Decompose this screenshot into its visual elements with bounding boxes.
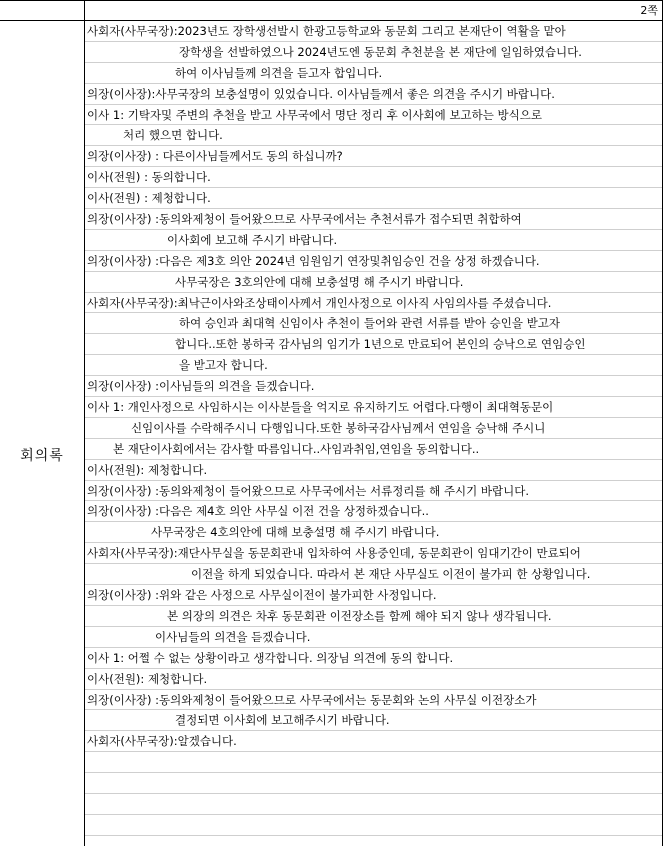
minutes-line-text: 의장(이사장) :위와 같은 사정으로 사무실이전이 불가피한 사정입니다.	[87, 588, 437, 603]
minutes-line-text: 신임이사를 수락해주시니 다행입니다.또한 봉하국감사님께서 연임을 승낙해 주시니	[131, 420, 546, 435]
minutes-line-text: 합니다..또한 봉하국 감사님의 임기가 1년으로 만료되어 본인의 승낙으로 연임승인	[175, 337, 586, 352]
minutes-line-text: 본 의장의 의견은 차후 동문회관 이전장소를 함께 해야 되지 않나 생각됩니다.	[167, 608, 552, 623]
minutes-line-text: 의장(이사장) :동의와제청이 들어왔으므로 사무국에서는 동문회와 논의 사무실 이전장소가	[87, 692, 537, 707]
minutes-line-text: 사무국장은 4호의안에 대해 보충설명 해 주시기 바랍니다.	[151, 525, 440, 540]
minutes-line	[85, 522, 662, 543]
minutes-line-text: 의장(이사장):사무국장의 보충설명이 있었습니다. 이사님들께서 좋은 의견을 주시기 바랍니다.	[87, 86, 555, 101]
minutes-line-text: 의장(이사장) :다음은 제4호 의안 사무실 이전 건을 상정하겠습니다..	[87, 504, 429, 519]
minutes-line-text: 이사회에 보고해 주시기 바랍니다.	[167, 232, 338, 247]
minutes-line-text: 의장(이사장) : 다른이사님들께서도 동의 하십니까?	[87, 149, 343, 164]
minutes-line	[85, 648, 662, 669]
minutes-line	[85, 376, 662, 397]
minutes-line	[85, 585, 662, 606]
minutes-line	[85, 460, 662, 481]
minutes-line-text: 사무국장은 3호의안에 대해 보충설명 해 주시기 바랍니다.	[175, 274, 464, 289]
page-number: 2쪽	[640, 4, 658, 17]
minutes-line	[85, 543, 662, 564]
minutes-line	[85, 188, 662, 209]
minutes-line-text: 이사(전원): 제청합니다.	[87, 671, 208, 686]
minutes-line-text: 하여 승인과 최대혁 신임이사 추천이 들어와 관련 서류를 받아 승인을 받고자	[179, 316, 560, 331]
minutes-line-text: 이전을 하게 되었습니다. 따라서 본 재단 사무실도 이전이 불가피 한 상황입니다.	[191, 567, 591, 582]
minutes-line-text: 이사 1: 개인사정으로 사임하시는 이사분들을 억지로 유지하기도 어렵다.다행이 최대혁동문이	[87, 400, 554, 415]
minutes-line	[85, 731, 662, 752]
minutes-line	[85, 105, 662, 126]
blank-line	[85, 752, 662, 773]
minutes-line	[85, 627, 662, 648]
section-label: 회의록	[20, 448, 64, 464]
minutes-line-text: 사회자(사무국장):알겠습니다.	[87, 734, 237, 749]
minutes-line-text: 을 받고자 합니다.	[179, 358, 268, 373]
minutes-line-text: 사회자(사무국장):2023년도 장학생선발시 한광고등학교와 동문회 그리고 본재단이 역활을 맡아	[87, 24, 566, 38]
minutes-line	[85, 230, 662, 251]
minutes-line	[85, 313, 662, 334]
minutes-line	[85, 355, 662, 376]
label-column	[0, 21, 85, 846]
header-row	[0, 0, 662, 21]
minutes-line-text: 사회자(사무국장):최낙근이사와조상태이사께서 개인사정으로 이사직 사임의사를 주셨습니다.	[87, 295, 552, 310]
minutes-line	[85, 146, 662, 167]
minutes-line-text: 결정되면 이사회에 보고해주시기 바랍니다.	[175, 713, 390, 728]
minutes-line	[85, 42, 662, 63]
minutes-line	[85, 251, 662, 272]
minutes-line-text: 이사 1: 기탁자및 주변의 추천을 받고 사무국에서 명단 정리 후 이사회에 보고하는 방식으로	[87, 107, 542, 122]
minutes-line-text: 본 재단이사회에서는 감사할 따름입니다..사임과취임,연임을 동의합니다..	[113, 441, 480, 456]
minutes-line	[85, 63, 662, 84]
minutes-line	[85, 21, 662, 42]
minutes-line	[85, 564, 662, 585]
minutes-line	[85, 690, 662, 711]
minutes-line	[85, 501, 662, 522]
minutes-line-text: 이사 1: 어쩔 수 없는 상황이라고 생각합니다. 의장님 의견에 동의 합니다.	[87, 650, 454, 665]
minutes-line-text: 의장(이사장) :동의와제청이 들어왔으므로 사무국에서는 서류정리를 해 주시기 바랍니다.	[87, 483, 530, 498]
minutes-lines	[85, 21, 662, 836]
blank-line	[85, 815, 662, 836]
minutes-line-text: 이사(전원) : 제청합니다.	[87, 191, 211, 206]
minutes-line	[85, 167, 662, 188]
minutes-line	[85, 418, 662, 439]
minutes-line	[85, 293, 662, 314]
minutes-line-text: 처리 했으면 합니다.	[123, 128, 223, 143]
minutes-line-text: 의장(이사장) :이사님들의 의견을 듣겠습니다.	[87, 379, 315, 394]
minutes-line	[85, 606, 662, 627]
minutes-line-text: 이사(전원) : 동의합니다.	[87, 170, 211, 185]
minutes-line-text: 하여 이사님들께 의견을 듣고자 합입니다.	[175, 65, 383, 80]
minutes-line-text: 장학생을 선발하였으나 2024년도엔 동문회 추천분을 본 재단에 일임하였습니다.	[179, 44, 582, 59]
minutes-line	[85, 84, 662, 105]
minutes-line-text: 이사(전원): 제청합니다.	[87, 462, 208, 477]
minutes-line	[85, 481, 662, 502]
blank-line	[85, 794, 662, 815]
minutes-line-text: 의장(이사장) :다음은 제3호 의안 2024년 임원임기 연장및취임승인 건을 상정 하겠습니다.	[87, 253, 540, 268]
minutes-line	[85, 439, 662, 460]
blank-line	[85, 773, 662, 794]
minutes-line	[85, 710, 662, 731]
minutes-line	[85, 125, 662, 146]
minutes-line	[85, 669, 662, 690]
minutes-line	[85, 209, 662, 230]
minutes-line	[85, 397, 662, 418]
minutes-line-text: 의장(이사장) :동의와제청이 들어왔으므로 사무국에서는 추천서류가 접수되면 취합하여	[87, 212, 522, 227]
header-left-cell	[0, 1, 85, 20]
minutes-line-text: 이사님들의 의견을 듣겠습니다.	[155, 629, 311, 644]
minutes-line-text: 사회자(사무국장):재단사무실을 동문회관내 입차하여 사용중인데, 동문회관이 임대기간이 만료되어	[87, 546, 581, 561]
minutes-line	[85, 272, 662, 293]
minutes-line	[85, 334, 662, 355]
